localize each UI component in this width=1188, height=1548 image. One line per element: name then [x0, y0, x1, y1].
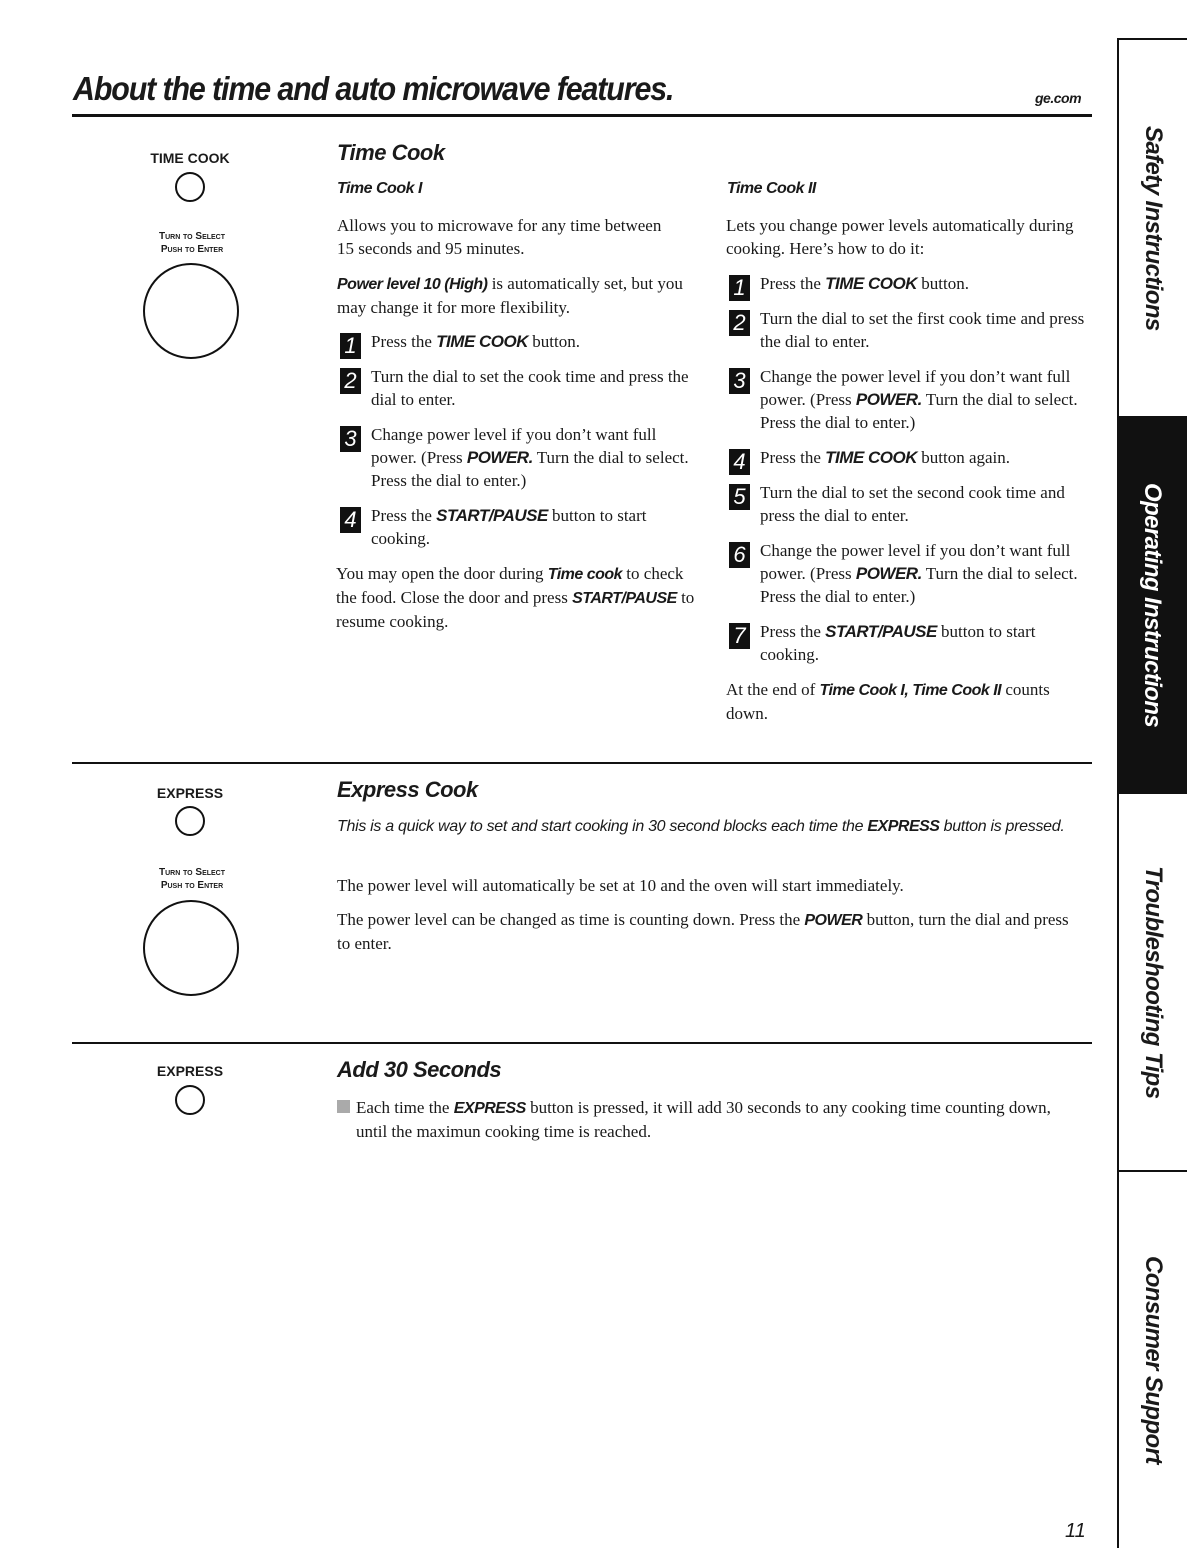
step-number: 3	[340, 426, 361, 452]
step-text: Press the TIME COOK button.	[371, 332, 580, 351]
step-text: Turn the dial to set the cook time and press the dial to enter.	[371, 367, 689, 409]
express-label: EXPRESS	[156, 785, 224, 801]
dial-caption-line2: Push to Enter	[160, 244, 224, 255]
step-number: 1	[340, 333, 361, 359]
step-text: Change the power level if you don’t want full power. (Press POWER. Turn the dial to select. Press the dial to enter.)	[760, 541, 1078, 606]
section-divider	[72, 1042, 1092, 1044]
power-level-note	[337, 272, 697, 319]
step-text: Press the TIME COOK button.	[760, 274, 969, 293]
time-cook-1-intro: Allows you to microwave for any time between 15 seconds and 95 minutes.	[337, 216, 662, 258]
end-note: At the end of Time Cook I, Time Cook II counts down.	[726, 680, 1050, 723]
step-number: 2	[729, 310, 750, 336]
dial-caption-line1: Turn to Select	[158, 231, 226, 242]
bullet-icon	[337, 1100, 350, 1113]
step-text: Change power level if you don’t want full power. (Press POWER. Turn the dial to select. Press the dial to enter.)	[371, 425, 689, 490]
step-number: 3	[729, 368, 750, 394]
power-level-bold: Power level 10 (High)	[337, 276, 488, 293]
time-cook-1-step	[340, 365, 700, 411]
express-button-icon	[175, 806, 205, 836]
time-cook-1-subtitle: Time Cook I	[337, 180, 422, 197]
step-text: Turn the dial to set the second cook time and press the dial to enter.	[760, 483, 1065, 525]
step-text: Press the START/PAUSE button to start cooking.	[371, 506, 647, 548]
dial-caption-line2: Push to Enter	[160, 880, 224, 891]
time-cook-label: TIME COOK	[150, 150, 230, 166]
step-text: Press the TIME COOK button again.	[760, 448, 1011, 467]
site-url: ge.com	[1035, 90, 1082, 106]
express-cook-intro: This is a quick way to set and start cooking in 30 second blocks each time the EXPRESS button is pressed.	[337, 818, 1065, 835]
express-cook-title: Express Cook	[337, 777, 478, 802]
step-number: 1	[729, 275, 750, 301]
dial-caption	[132, 866, 252, 892]
time-cook-1-step	[340, 330, 700, 359]
express-label: EXPRESS	[156, 1063, 224, 1079]
power-level-rest: is automatically set, but you may change it for more flexibility.	[337, 274, 683, 317]
page-title: About the time and auto microwave features.	[73, 70, 674, 107]
dial-icon	[143, 263, 239, 359]
time-cook-2-step	[729, 272, 1091, 301]
express-cook-para2: The power level can be changed as time is counting down. Press the POWER button, turn the dial and press to enter.	[337, 910, 1069, 953]
dial-caption	[132, 230, 252, 256]
tab-troubleshooting-tips[interactable]: Troubleshooting Tips	[1117, 794, 1187, 1172]
time-cook-2-step	[729, 365, 1091, 434]
door-note: You may open the door during Time cook to check the food. Close the door and press START/PAUSE to resume cooking.	[336, 564, 695, 631]
step-text: Change the power level if you don’t want full power. (Press POWER. Turn the dial to select. Press the dial to enter.)	[760, 367, 1078, 432]
dial-caption-line1: Turn to Select	[158, 867, 226, 878]
time-cook-1-step	[340, 423, 700, 492]
step-text: Press the START/PAUSE button to start cooking.	[760, 622, 1036, 664]
step-number: 6	[729, 542, 750, 568]
section-divider	[72, 762, 1092, 764]
express-cook-para1: The power level will automatically be set at 10 and the oven will start immediately.	[337, 876, 904, 895]
step-number: 5	[729, 484, 750, 510]
section-tabs	[1117, 38, 1187, 1548]
step-number: 4	[729, 449, 750, 475]
add-30-seconds-bullet: Each time the EXPRESS button is pressed, it will add 30 seconds to any cooking time counting down, until the maximun cooking time is reached.	[337, 1096, 1086, 1143]
time-cook-2-subtitle: Time Cook II	[727, 180, 816, 197]
add-30-seconds-title: Add 30 Seconds	[337, 1057, 502, 1082]
time-cook-2-step	[729, 307, 1091, 353]
time-cook-2-step	[729, 481, 1091, 527]
time-cook-2-step	[729, 620, 1091, 666]
time-cook-button-icon	[175, 172, 205, 202]
express-button-icon	[175, 1085, 205, 1115]
tab-operating-instructions[interactable]: Operating Instructions	[1117, 416, 1187, 794]
dial-icon	[143, 900, 239, 996]
time-cook-2-step	[729, 446, 1091, 475]
time-cook-2-step	[729, 539, 1091, 608]
time-cook-title: Time Cook	[337, 140, 445, 165]
page-number: 11	[1065, 1520, 1086, 1542]
step-number: 7	[729, 623, 750, 649]
step-number: 2	[340, 368, 361, 394]
header-rule	[72, 114, 1092, 117]
step-text: Turn the dial to set the first cook time and press the dial to enter.	[760, 309, 1085, 351]
time-cook-1-step	[340, 504, 700, 550]
tab-safety-instructions[interactable]: Safety Instructions	[1117, 38, 1187, 416]
time-cook-2-intro: Lets you change power levels automatically during cooking. Here’s how to do it:	[726, 216, 1074, 258]
tab-consumer-support[interactable]: Consumer Support	[1117, 1172, 1187, 1548]
step-number: 4	[340, 507, 361, 533]
